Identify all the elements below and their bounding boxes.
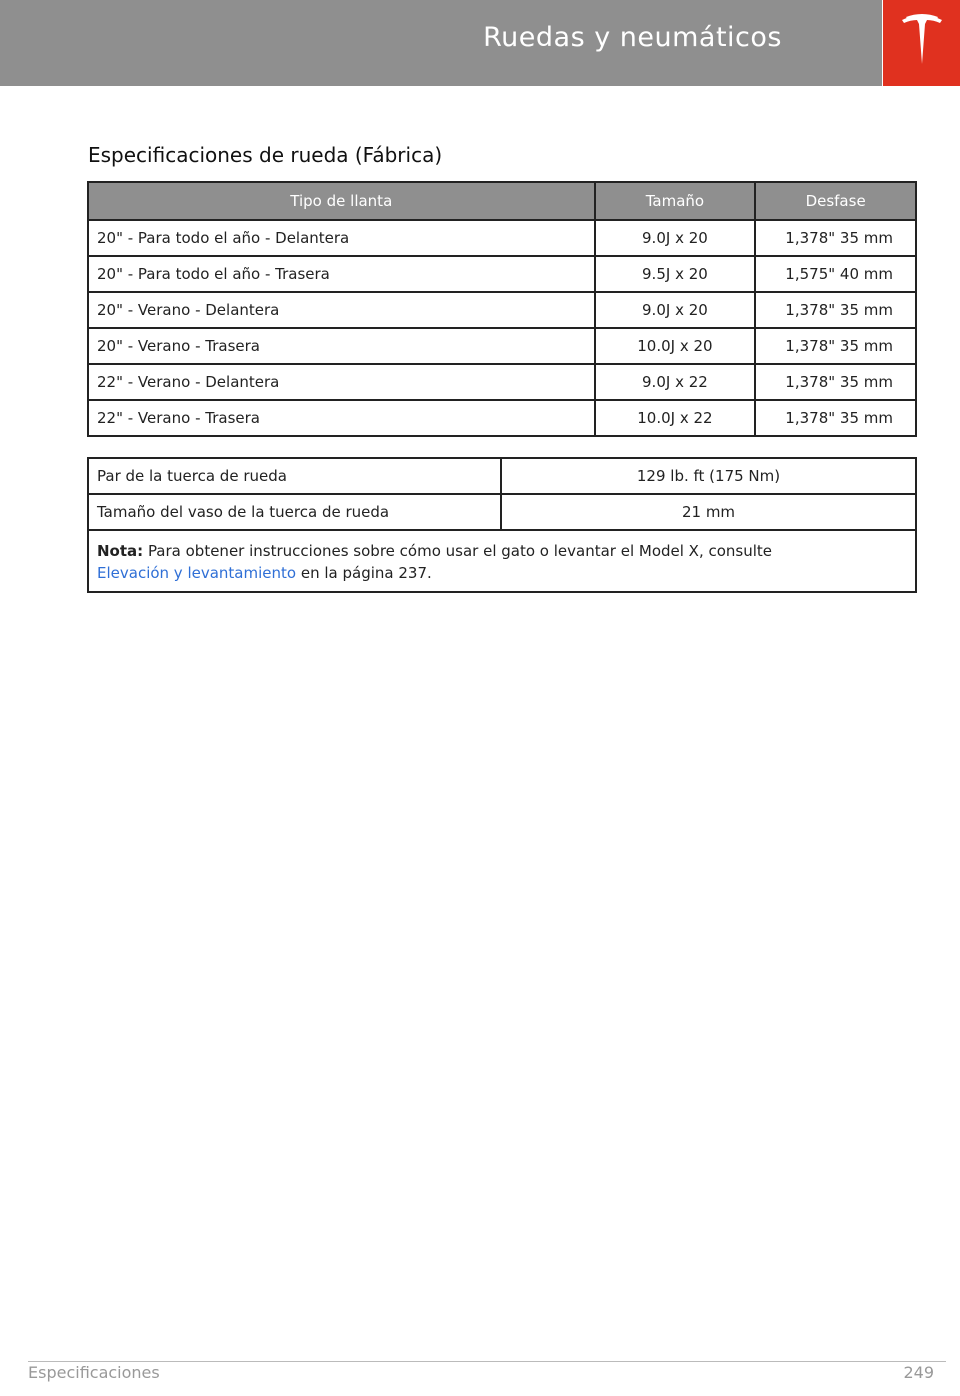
tesla-logo-icon (900, 14, 944, 66)
cross-reference-link[interactable]: Elevación y levantamiento (97, 564, 297, 582)
wheel-type-cell: 20" - Para todo el año - Trasera (88, 256, 595, 292)
page-number: 249 (903, 1363, 934, 1382)
spec-label-cell: Tamaño del vaso de la tuerca de rueda (88, 494, 501, 530)
note-row (88, 530, 916, 592)
offset-cell: 1,378" 35 mm (755, 220, 916, 256)
size-cell: 10.0J x 20 (595, 328, 756, 364)
table-row (88, 328, 916, 364)
size-cell: 10.0J x 22 (595, 400, 756, 436)
spec-value-cell: 129 lb. ft (175 Nm) (501, 458, 916, 494)
page-header (0, 0, 882, 86)
section-title: Especificaciones de rueda (Fábrica) (88, 143, 443, 167)
table-row (88, 292, 916, 328)
table-row (88, 220, 916, 256)
table-row (88, 364, 916, 400)
header-cell: Desfase (755, 182, 916, 220)
offset-cell: 1,378" 35 mm (755, 292, 916, 328)
size-cell: 9.5J x 20 (595, 256, 756, 292)
table-row (88, 256, 916, 292)
lug-nut-table (87, 457, 917, 593)
spec-value-cell: 21 mm (501, 494, 916, 530)
offset-cell: 1,575" 40 mm (755, 256, 916, 292)
note-page-ref: en la página 237. (300, 564, 432, 582)
table-header-row (88, 182, 916, 220)
offset-cell: 1,378" 35 mm (755, 328, 916, 364)
wheel-type-cell: 20" - Verano - Trasera (88, 328, 595, 364)
offset-cell: 1,378" 35 mm (755, 364, 916, 400)
footer-section-name: Especificaciones (28, 1363, 160, 1382)
header-cell: Tipo de llanta (88, 182, 595, 220)
size-cell: 9.0J x 22 (595, 364, 756, 400)
note-label: Nota: (97, 542, 144, 560)
brand-logo (883, 0, 960, 86)
wheel-type-cell: 22" - Verano - Delantera (88, 364, 595, 400)
note-text: Para obtener instrucciones sobre cómo usar el gato o levantar el Model X, consulte (147, 542, 773, 560)
wheel-type-cell: 20" - Para todo el año - Delantera (88, 220, 595, 256)
footer-divider (28, 1361, 946, 1362)
table-row (88, 400, 916, 436)
wheel-specs-table (87, 181, 917, 437)
header-cell: Tamaño (595, 182, 756, 220)
wheel-type-cell: 22" - Verano - Trasera (88, 400, 595, 436)
size-cell: 9.0J x 20 (595, 220, 756, 256)
table-row (88, 494, 916, 530)
wheel-type-cell: 20" - Verano - Delantera (88, 292, 595, 328)
table-row (88, 458, 916, 494)
chapter-title: Ruedas y neumáticos (483, 22, 782, 53)
offset-cell: 1,378" 35 mm (755, 400, 916, 436)
note-cell (88, 530, 916, 592)
spec-label-cell: Par de la tuerca de rueda (88, 458, 501, 494)
size-cell: 9.0J x 20 (595, 292, 756, 328)
